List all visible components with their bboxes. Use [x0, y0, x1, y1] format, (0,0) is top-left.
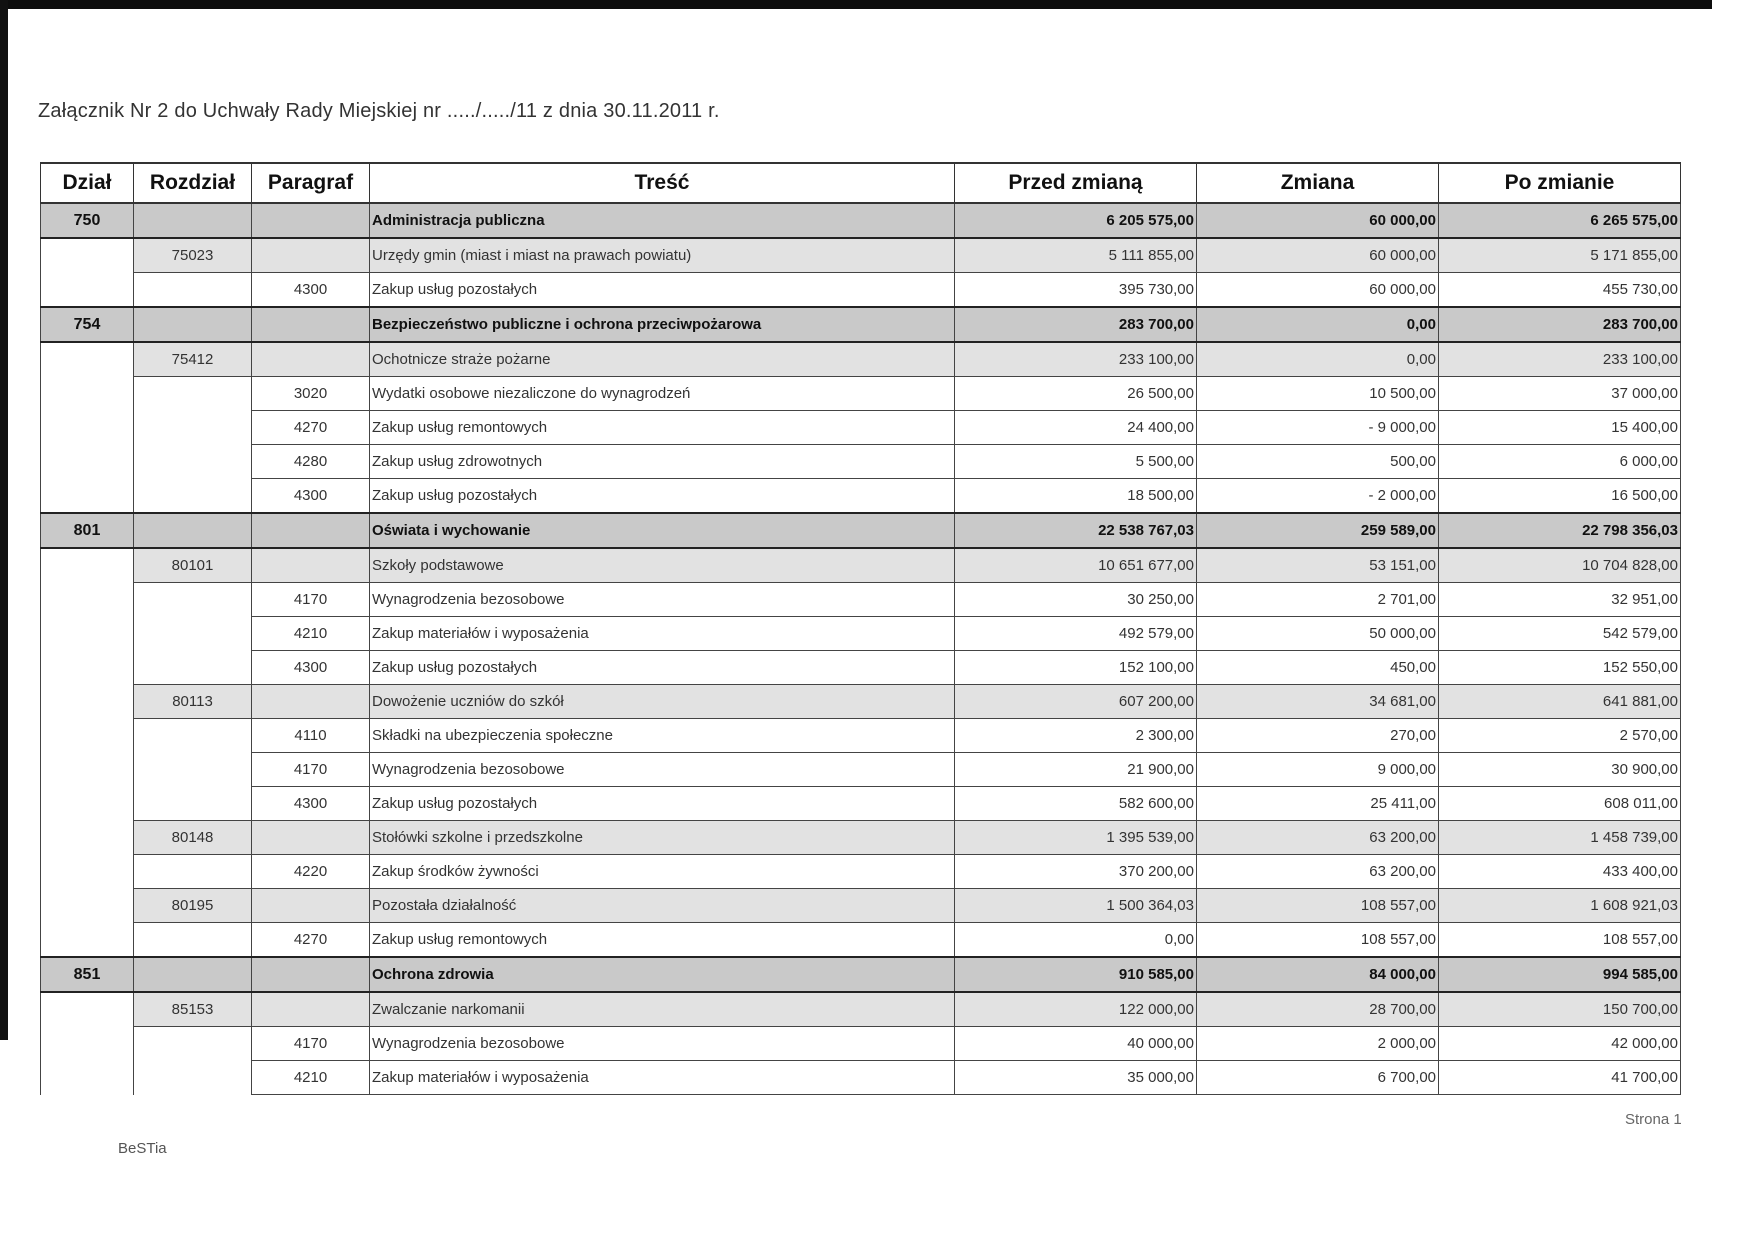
cell-dzial: [41, 992, 134, 1027]
cell-paragraf: 4300: [252, 479, 370, 514]
cell-dzial: [41, 753, 134, 787]
cell-przed-zmiana: 5 500,00: [955, 445, 1197, 479]
cell-po-zmianie: 10 704 828,00: [1439, 548, 1681, 583]
cell-paragraf: [252, 685, 370, 719]
cell-po-zmianie: 608 011,00: [1439, 787, 1681, 821]
cell-tresc: Dowożenie uczniów do szkół: [370, 685, 955, 719]
cell-przed-zmiana: 24 400,00: [955, 411, 1197, 445]
cell-dzial: 801: [41, 513, 134, 548]
cell-rozdzial: [134, 1061, 252, 1095]
cell-po-zmianie: 542 579,00: [1439, 617, 1681, 651]
table-row-rozdzial: [41, 238, 1681, 273]
cell-paragraf: [252, 548, 370, 583]
footer-software-name: BeSTia: [118, 1140, 167, 1157]
cell-zmiana: 2 000,00: [1197, 1027, 1439, 1061]
cell-po-zmianie: 108 557,00: [1439, 923, 1681, 958]
cell-dzial: [41, 342, 134, 377]
cell-paragraf: [252, 238, 370, 273]
cell-paragraf: [252, 957, 370, 992]
cell-rozdzial: [134, 479, 252, 514]
page-title: Załącznik Nr 2 do Uchwały Rady Miejskiej nr ...../...../11 z dnia 30.11.2011 r.: [38, 100, 720, 122]
cell-zmiana: 9 000,00: [1197, 753, 1439, 787]
cell-rozdzial: [134, 583, 252, 617]
cell-rozdzial: [134, 445, 252, 479]
cell-paragraf: [252, 513, 370, 548]
cell-dzial: [41, 617, 134, 651]
budget-table: [40, 162, 1681, 1095]
cell-zmiana: 259 589,00: [1197, 513, 1439, 548]
cell-dzial: [41, 719, 134, 753]
table-row-paragraf: [41, 617, 1681, 651]
cell-dzial: [41, 411, 134, 445]
cell-dzial: [41, 651, 134, 685]
cell-dzial: [41, 923, 134, 958]
table-row-dzial: [41, 307, 1681, 342]
cell-tresc: Składki na ubezpieczenia społeczne: [370, 719, 955, 753]
cell-przed-zmiana: 1 395 539,00: [955, 821, 1197, 855]
cell-paragraf: 4300: [252, 787, 370, 821]
cell-po-zmianie: 233 100,00: [1439, 342, 1681, 377]
cell-dzial: [41, 1061, 134, 1095]
cell-przed-zmiana: 21 900,00: [955, 753, 1197, 787]
cell-rozdzial: [134, 753, 252, 787]
cell-paragraf: 4170: [252, 583, 370, 617]
cell-paragraf: 4170: [252, 753, 370, 787]
cell-rozdzial: 80101: [134, 548, 252, 583]
cell-rozdzial: [134, 273, 252, 308]
cell-tresc: Zakup usług pozostałych: [370, 651, 955, 685]
table-row-paragraf: [41, 651, 1681, 685]
cell-rozdzial: [134, 411, 252, 445]
cell-przed-zmiana: 910 585,00: [955, 957, 1197, 992]
cell-przed-zmiana: 492 579,00: [955, 617, 1197, 651]
cell-paragraf: 3020: [252, 377, 370, 411]
cell-zmiana: 108 557,00: [1197, 923, 1439, 958]
cell-paragraf: [252, 889, 370, 923]
cell-przed-zmiana: 0,00: [955, 923, 1197, 958]
cell-zmiana: 2 701,00: [1197, 583, 1439, 617]
cell-dzial: [41, 273, 134, 308]
table-row-paragraf: [41, 445, 1681, 479]
cell-tresc: Zakup materiałów i wyposażenia: [370, 1061, 955, 1095]
budget-table-wrapper: [40, 162, 1680, 1095]
cell-paragraf: [252, 307, 370, 342]
cell-tresc: Zakup usług pozostałych: [370, 479, 955, 514]
cell-dzial: [41, 855, 134, 889]
cell-dzial: [41, 238, 134, 273]
cell-zmiana: 6 700,00: [1197, 1061, 1439, 1095]
cell-dzial: 754: [41, 307, 134, 342]
cell-paragraf: 4280: [252, 445, 370, 479]
cell-po-zmianie: 32 951,00: [1439, 583, 1681, 617]
cell-dzial: [41, 445, 134, 479]
cell-po-zmianie: 16 500,00: [1439, 479, 1681, 514]
cell-przed-zmiana: 18 500,00: [955, 479, 1197, 514]
table-row-rozdzial: [41, 548, 1681, 583]
cell-paragraf: 4300: [252, 651, 370, 685]
cell-zmiana: 25 411,00: [1197, 787, 1439, 821]
table-row-rozdzial: [41, 889, 1681, 923]
header-rozdzial: Rozdział: [134, 163, 252, 203]
cell-paragraf: 4110: [252, 719, 370, 753]
cell-przed-zmiana: 395 730,00: [955, 273, 1197, 308]
cell-rozdzial: [134, 1027, 252, 1061]
cell-tresc: Szkoły podstawowe: [370, 548, 955, 583]
cell-przed-zmiana: 10 651 677,00: [955, 548, 1197, 583]
cell-po-zmianie: 152 550,00: [1439, 651, 1681, 685]
table-row-rozdzial: [41, 821, 1681, 855]
cell-tresc: Wydatki osobowe niezaliczone do wynagrodzeń: [370, 377, 955, 411]
cell-zmiana: 270,00: [1197, 719, 1439, 753]
cell-zmiana: 10 500,00: [1197, 377, 1439, 411]
cell-rozdzial: 80113: [134, 685, 252, 719]
cell-rozdzial: [134, 923, 252, 958]
cell-przed-zmiana: 152 100,00: [955, 651, 1197, 685]
cell-paragraf: 4270: [252, 923, 370, 958]
table-row-paragraf: [41, 923, 1681, 958]
cell-dzial: [41, 548, 134, 583]
cell-przed-zmiana: 1 500 364,03: [955, 889, 1197, 923]
header-zmiana: Zmiana: [1197, 163, 1439, 203]
cell-dzial: [41, 479, 134, 514]
cell-rozdzial: [134, 513, 252, 548]
cell-po-zmianie: 283 700,00: [1439, 307, 1681, 342]
cell-tresc: Zakup usług zdrowotnych: [370, 445, 955, 479]
cell-paragraf: 4170: [252, 1027, 370, 1061]
cell-tresc: Zakup usług pozostałych: [370, 787, 955, 821]
cell-rozdzial: [134, 787, 252, 821]
cell-tresc: Zakup materiałów i wyposażenia: [370, 617, 955, 651]
cell-rozdzial: [134, 377, 252, 411]
table-row-paragraf: [41, 719, 1681, 753]
cell-tresc: Wynagrodzenia bezosobowe: [370, 583, 955, 617]
cell-tresc: Oświata i wychowanie: [370, 513, 955, 548]
cell-przed-zmiana: 370 200,00: [955, 855, 1197, 889]
cell-rozdzial: 75412: [134, 342, 252, 377]
cell-rozdzial: [134, 203, 252, 238]
cell-paragraf: 4220: [252, 855, 370, 889]
table-row-dzial: [41, 957, 1681, 992]
cell-po-zmianie: 641 881,00: [1439, 685, 1681, 719]
cell-po-zmianie: 6 265 575,00: [1439, 203, 1681, 238]
cell-przed-zmiana: 607 200,00: [955, 685, 1197, 719]
cell-dzial: [41, 377, 134, 411]
table-row-rozdzial: [41, 992, 1681, 1027]
footer-page-number: Strona 1: [1625, 1111, 1682, 1128]
cell-po-zmianie: 455 730,00: [1439, 273, 1681, 308]
cell-rozdzial: 85153: [134, 992, 252, 1027]
cell-paragraf: [252, 992, 370, 1027]
cell-zmiana: 63 200,00: [1197, 821, 1439, 855]
cell-paragraf: 4300: [252, 273, 370, 308]
cell-dzial: [41, 787, 134, 821]
cell-rozdzial: [134, 617, 252, 651]
cell-zmiana: 60 000,00: [1197, 273, 1439, 308]
cell-przed-zmiana: 40 000,00: [955, 1027, 1197, 1061]
cell-tresc: Urzędy gmin (miast i miast na prawach powiatu): [370, 238, 955, 273]
cell-przed-zmiana: 582 600,00: [955, 787, 1197, 821]
cell-tresc: Wynagrodzenia bezosobowe: [370, 753, 955, 787]
table-row-paragraf: [41, 479, 1681, 514]
cell-po-zmianie: 42 000,00: [1439, 1027, 1681, 1061]
cell-zmiana: 0,00: [1197, 342, 1439, 377]
cell-tresc: Stołówki szkolne i przedszkolne: [370, 821, 955, 855]
cell-tresc: Zwalczanie narkomanii: [370, 992, 955, 1027]
cell-zmiana: 84 000,00: [1197, 957, 1439, 992]
cell-przed-zmiana: 30 250,00: [955, 583, 1197, 617]
table-body: [41, 203, 1681, 1095]
header-dzial: Dział: [41, 163, 134, 203]
table-row-dzial: [41, 513, 1681, 548]
cell-zmiana: 450,00: [1197, 651, 1439, 685]
table-row-paragraf: [41, 753, 1681, 787]
cell-przed-zmiana: 5 111 855,00: [955, 238, 1197, 273]
cell-zmiana: 60 000,00: [1197, 203, 1439, 238]
cell-dzial: [41, 1027, 134, 1061]
cell-dzial: [41, 889, 134, 923]
cell-dzial: [41, 685, 134, 719]
cell-po-zmianie: 433 400,00: [1439, 855, 1681, 889]
scan-left-edge: [0, 0, 8, 1040]
cell-tresc: Wynagrodzenia bezosobowe: [370, 1027, 955, 1061]
scan-top-edge: [0, 0, 1712, 9]
table-row-paragraf: [41, 583, 1681, 617]
cell-zmiana: 0,00: [1197, 307, 1439, 342]
table-row-rozdzial: [41, 685, 1681, 719]
cell-rozdzial: [134, 307, 252, 342]
cell-dzial: 750: [41, 203, 134, 238]
header-po-zmianie: Po zmianie: [1439, 163, 1681, 203]
cell-przed-zmiana: 283 700,00: [955, 307, 1197, 342]
cell-przed-zmiana: 6 205 575,00: [955, 203, 1197, 238]
cell-przed-zmiana: 2 300,00: [955, 719, 1197, 753]
cell-tresc: Administracja publiczna: [370, 203, 955, 238]
cell-zmiana: - 2 000,00: [1197, 479, 1439, 514]
cell-dzial: [41, 583, 134, 617]
cell-przed-zmiana: 122 000,00: [955, 992, 1197, 1027]
cell-przed-zmiana: 26 500,00: [955, 377, 1197, 411]
cell-po-zmianie: 22 798 356,03: [1439, 513, 1681, 548]
cell-tresc: Zakup usług pozostałych: [370, 273, 955, 308]
cell-po-zmianie: 1 608 921,03: [1439, 889, 1681, 923]
cell-paragraf: 4210: [252, 617, 370, 651]
cell-dzial: 851: [41, 957, 134, 992]
cell-zmiana: 50 000,00: [1197, 617, 1439, 651]
cell-rozdzial: [134, 651, 252, 685]
cell-rozdzial: 80148: [134, 821, 252, 855]
cell-paragraf: [252, 342, 370, 377]
cell-zmiana: 53 151,00: [1197, 548, 1439, 583]
cell-po-zmianie: 15 400,00: [1439, 411, 1681, 445]
cell-po-zmianie: 6 000,00: [1439, 445, 1681, 479]
cell-po-zmianie: 1 458 739,00: [1439, 821, 1681, 855]
cell-paragraf: [252, 821, 370, 855]
cell-po-zmianie: 5 171 855,00: [1439, 238, 1681, 273]
table-row-rozdzial: [41, 342, 1681, 377]
cell-po-zmianie: 2 570,00: [1439, 719, 1681, 753]
cell-paragraf: 4210: [252, 1061, 370, 1095]
header-tresc: Treść: [370, 163, 955, 203]
cell-tresc: Pozostała działalność: [370, 889, 955, 923]
cell-tresc: Zakup usług remontowych: [370, 411, 955, 445]
cell-rozdzial: [134, 719, 252, 753]
cell-rozdzial: [134, 957, 252, 992]
cell-przed-zmiana: 22 538 767,03: [955, 513, 1197, 548]
header-przed-zmiana: Przed zmianą: [955, 163, 1197, 203]
table-header-row: [41, 163, 1681, 203]
cell-przed-zmiana: 233 100,00: [955, 342, 1197, 377]
cell-paragraf: [252, 203, 370, 238]
cell-po-zmianie: 37 000,00: [1439, 377, 1681, 411]
cell-dzial: [41, 821, 134, 855]
header-paragraf: Paragraf: [252, 163, 370, 203]
cell-zmiana: 34 681,00: [1197, 685, 1439, 719]
cell-rozdzial: 80195: [134, 889, 252, 923]
cell-przed-zmiana: 35 000,00: [955, 1061, 1197, 1095]
table-row-paragraf: [41, 377, 1681, 411]
cell-po-zmianie: 30 900,00: [1439, 753, 1681, 787]
cell-po-zmianie: 150 700,00: [1439, 992, 1681, 1027]
cell-rozdzial: [134, 855, 252, 889]
cell-paragraf: 4270: [252, 411, 370, 445]
table-row-paragraf: [41, 787, 1681, 821]
cell-zmiana: 60 000,00: [1197, 238, 1439, 273]
table-row-dzial: [41, 203, 1681, 238]
cell-tresc: Zakup usług remontowych: [370, 923, 955, 958]
cell-tresc: Bezpieczeństwo publiczne i ochrona przeciwpożarowa: [370, 307, 955, 342]
cell-rozdzial: 75023: [134, 238, 252, 273]
table-row-paragraf: [41, 411, 1681, 445]
table-row-paragraf: [41, 1061, 1681, 1095]
cell-zmiana: 108 557,00: [1197, 889, 1439, 923]
cell-tresc: Ochrona zdrowia: [370, 957, 955, 992]
cell-tresc: Zakup środków żywności: [370, 855, 955, 889]
cell-po-zmianie: 994 585,00: [1439, 957, 1681, 992]
cell-zmiana: 63 200,00: [1197, 855, 1439, 889]
table-row-paragraf: [41, 855, 1681, 889]
cell-po-zmianie: 41 700,00: [1439, 1061, 1681, 1095]
cell-zmiana: 500,00: [1197, 445, 1439, 479]
cell-zmiana: - 9 000,00: [1197, 411, 1439, 445]
table-row-paragraf: [41, 1027, 1681, 1061]
table-row-paragraf: [41, 273, 1681, 308]
cell-tresc: Ochotnicze straże pożarne: [370, 342, 955, 377]
cell-zmiana: 28 700,00: [1197, 992, 1439, 1027]
